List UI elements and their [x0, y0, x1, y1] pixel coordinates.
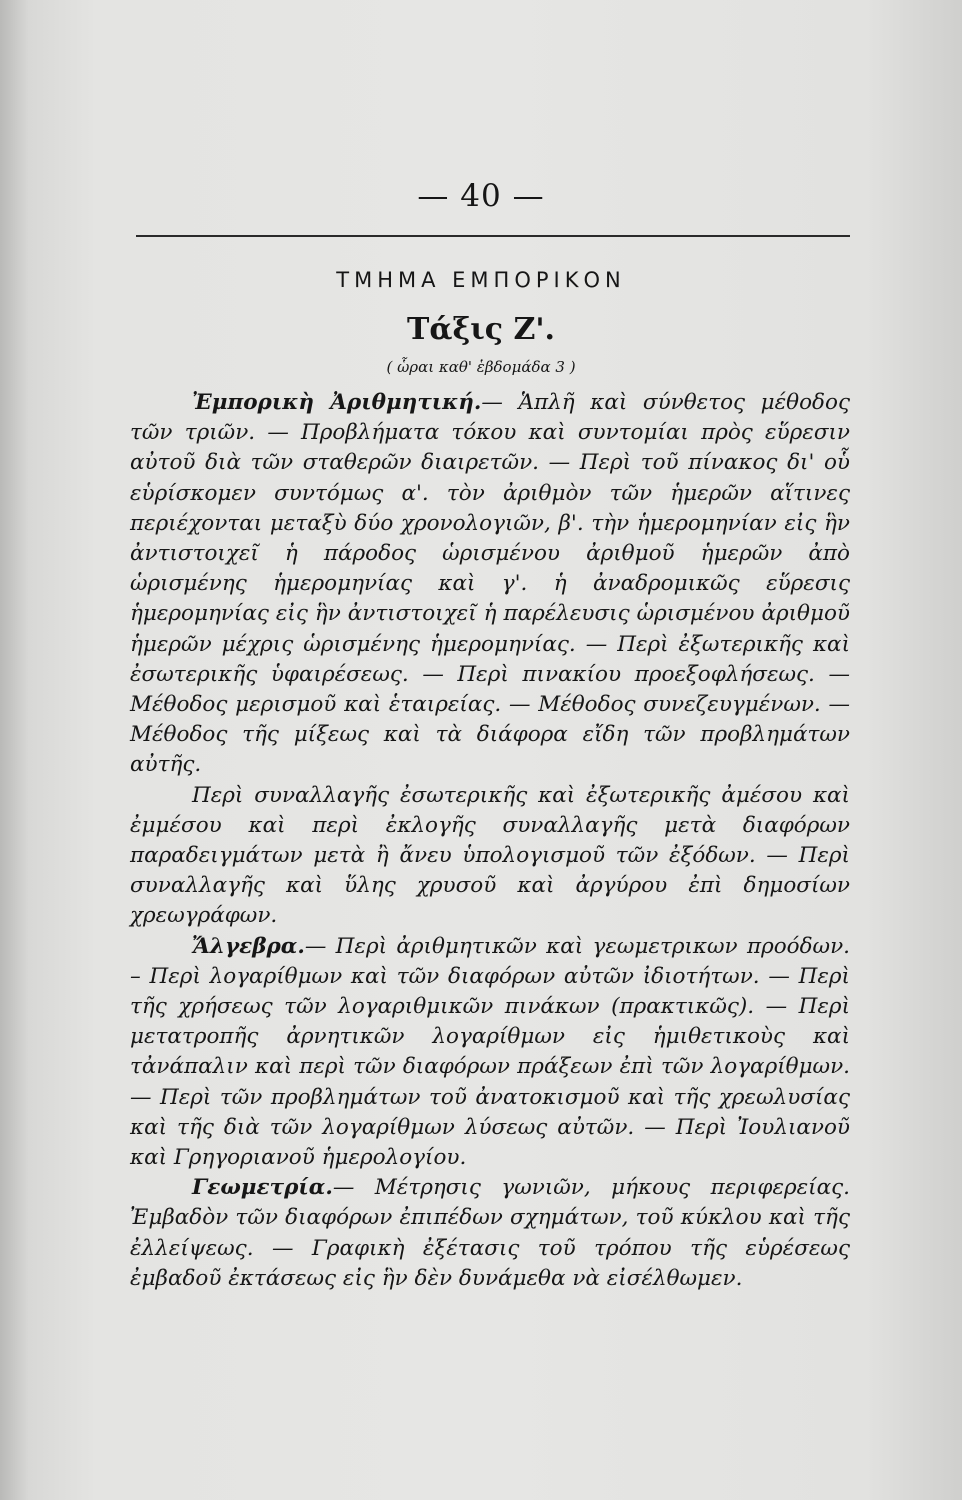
class-title: Τάξις Ζ'.	[407, 312, 555, 347]
geometry-text: — Μέτρησις γωνιῶν, μήκους περιφερείας. Ἐμβαδὸν τῶν διαφόρων ἐπιπέδων σχημάτων, τοῦ κύκλου καὶ τῆς ἐλλείψεως. — Γραφικὴ ἐξέτασις τοῦ τρόπου τῆς εὑρέσεως ἐμβαδοῦ ἐκτάσεως εἰς ἣν δὲν δυνάμεθα νὰ εἰσέλθωμεν.	[130, 1175, 850, 1291]
syllabus-body	[130, 388, 850, 1294]
subject-heading-arithmetic: Ἐμπορικὴ Ἀριθμητική.	[192, 390, 482, 415]
hours-note: ( ὧραι καθ' ἑβδομάδα 3 )	[386, 358, 576, 376]
section-title: ΤΜΗΜΑ ΕΜΠΟΡΙΚΟΝ	[336, 268, 626, 292]
algebra-text: — Περὶ ἀριθμητικῶν καὶ γεωμετρικων προόδων. – Περὶ λογαρίθμων καὶ τῶν διαφόρων αὐτῶν ἰδιοτήτων. — Περὶ τῆς χρήσεως τῶν λογαριθμικῶν πινάκων (πρακτικῶς). — Περὶ μετατροπῆς ἀρνητικῶν λογαρίθμων εἰς ἡμιθετικοὺς καὶ τἀνάπαλιν καὶ περὶ τῶν διαφόρων πράξεων ἐπὶ τῶν λογαρίθμων. — Περὶ τῶν προβλημάτων τοῦ ἀνατοκισμοῦ καὶ τῆς χρεωλυσίας καὶ τῆς διὰ τῶν λογαρίθμων λύσεως αὐτῶν. — Περὶ Ἰουλιανοῦ καὶ Γρηγοριανοῦ ἡμερολογίου.	[130, 933, 850, 1171]
header-rule	[136, 235, 850, 237]
algebra-paragraph	[130, 932, 850, 1174]
page-number: — 40 —	[417, 178, 545, 214]
subject-heading-geometry: Γεωμετρία.	[192, 1175, 333, 1201]
arithmetic-text: — Ἁπλῆ καὶ σύνθετος μέθοδος τῶν τριῶν. — Προβλήματα τόκου καὶ συντομίαι πρὸς εὕρεσιν αὐτοῦ διὰ τῶν σταθερῶν διαιρετῶν. — Περὶ τοῦ πίνακος δι' οὗ εὑρίσκομεν συντόμως α'. τὸν ἀριθμὸν τῶν ἡμερῶν αἵτινες περιέχονται μεταξὺ δύο χρονολογιῶν, β'. τὴν ἡμερομηνίαν εἰς ἣν ἀντιστοιχεῖ ἡ πάροδος ὡρισμένου ἀριθμοῦ ἡμερῶν ἀπὸ ὡρισμένης ἡμερομηνίας καὶ γ'. ἡ ἀναδρομικῶς εὕρεσις ἡμερομηνίας εἰς ἣν ἀντιστοιχεῖ ἡ παρέλευσις ὡρισμένου ἀριθμοῦ ἡμερῶν μέχρις ὡρισμένης ἡμερομηνίας. — Περὶ ἐξωτερικῆς καὶ ἐσωτερικῆς ὑφαιρέσεως. — Περὶ πινακίου προεξοφλήσεως. — Μέθοδος μερισμοῦ καὶ ἑταιρείας. — Μέθοδος συνεζευγμένων. — Μέθοδος τῆς μίξεως καὶ τὰ διάφορα εἴδη τῶν προβλημάτων αὐτῆς.	[130, 390, 850, 778]
geometry-paragraph	[130, 1173, 850, 1294]
arithmetic-paragraph	[130, 388, 850, 781]
exchange-paragraph: Περὶ συναλλαγῆς ἐσωτερικῆς καὶ ἐξωτερικῆς ἀμέσου καὶ ἐμμέσου καὶ περὶ ἐκλογῆς συναλλαγῆς μετὰ διαφόρων παραδειγμάτων μετὰ ἢ ἄνευ ὑπολογισμοῦ τῶν ἐξόδων. — Περὶ συναλλαγῆς καὶ ὕλης χρυσοῦ καὶ ἀργύρου ἐπὶ δημοσίων χρεωγράφων.	[130, 782, 850, 929]
subject-heading-algebra: Ἄλγεβρα.	[192, 933, 305, 959]
